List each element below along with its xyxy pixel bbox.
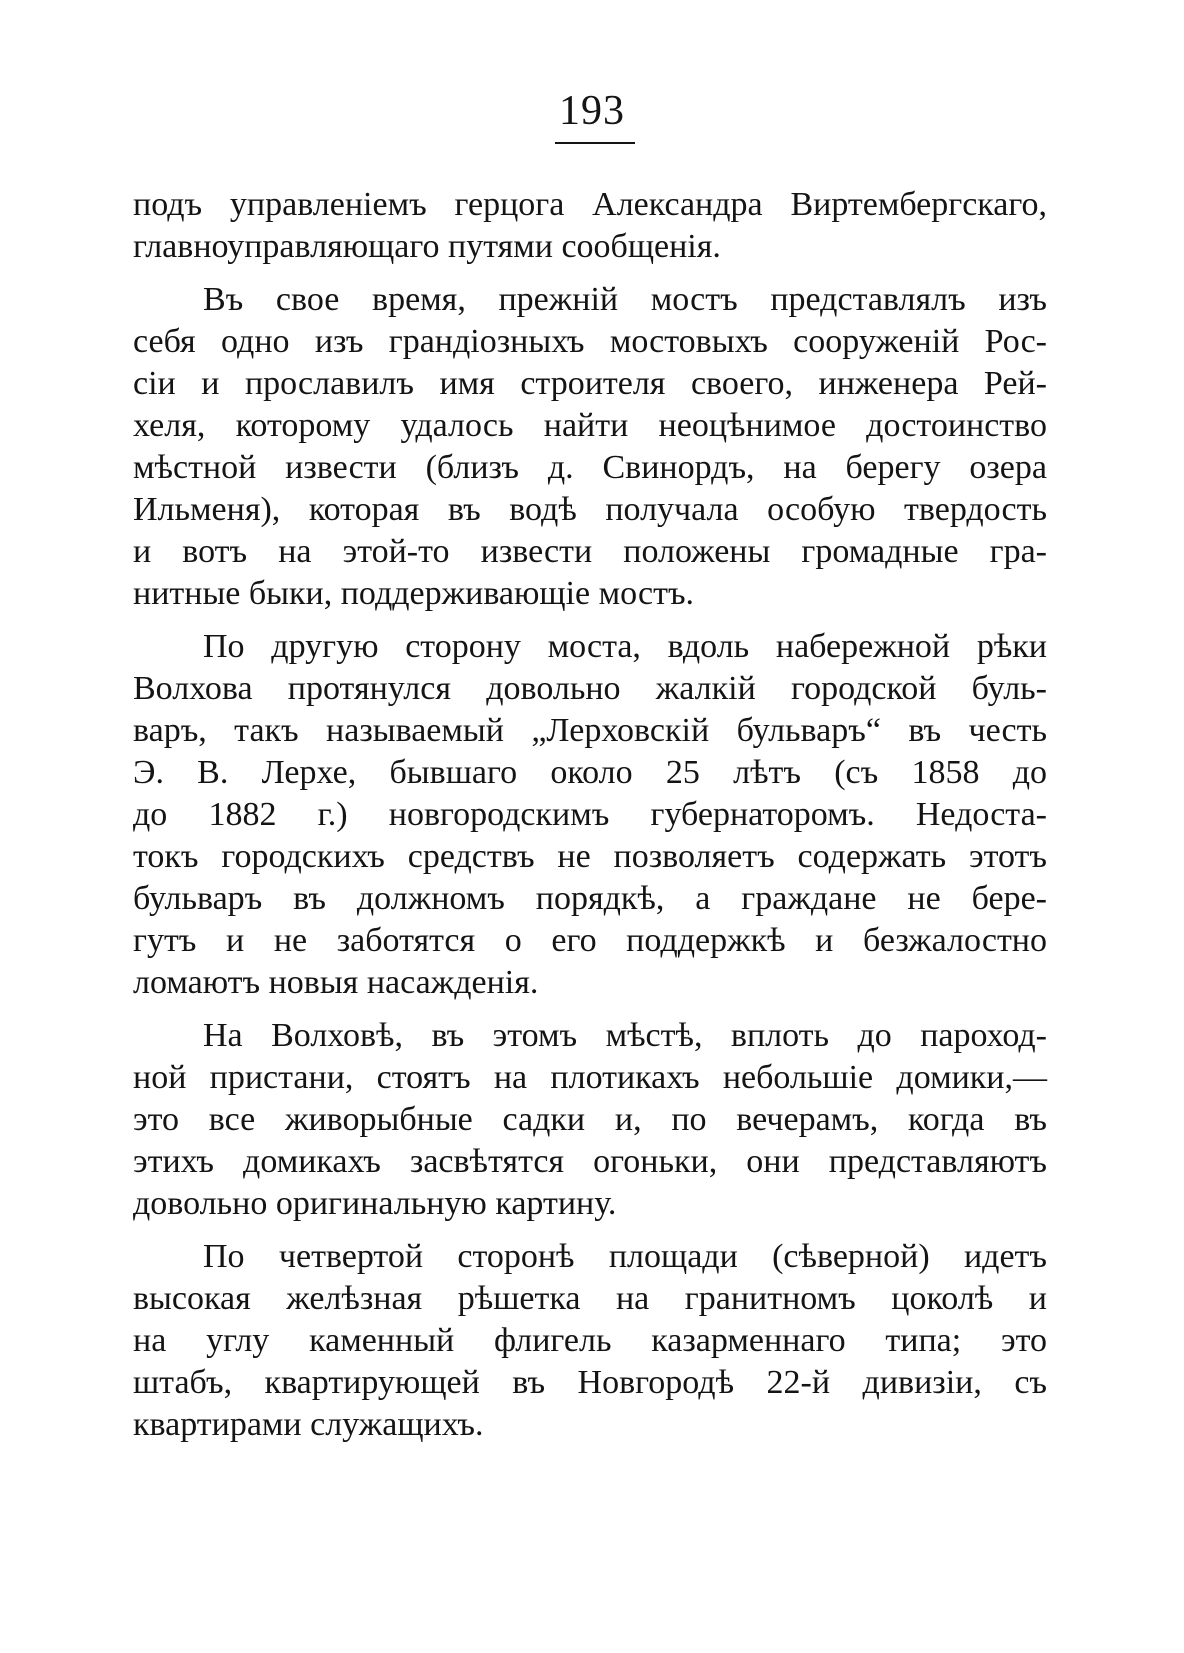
text-line: на углу каменный флигель казарменнаго типа; это [133,1322,1047,1359]
text-line: до 1882 г.) новгородскимъ губернаторомъ. Недоста- [133,796,1047,833]
text-line: довольно оригинальную картину. [133,1185,617,1222]
text-line: квартирами служащихъ. [133,1406,484,1443]
text-line: На Волховѣ, въ этомъ мѣстѣ, вплоть до пароход- [203,1017,1047,1054]
text-line: этихъ домикахъ засвѣтятся огоньки, они представляютъ [133,1143,1047,1180]
text-line: гутъ и не заботятся о его поддержкѣ и безжалостно [133,922,1047,959]
text-line: главноуправляющаго путями сообщенія. [133,228,721,265]
text-line: бульваръ въ должномъ порядкѣ, а граждане не бере- [133,880,1047,917]
text-line: Волхова протянулся довольно жалкій городской буль- [133,670,1047,707]
text-line: По четвертой сторонѣ площади (сѣверной) идетъ [203,1238,1047,1275]
text-line: штабъ, квартирующей въ Новгородѣ 22-й дивизіи, съ [133,1364,1047,1401]
text-line: это все живорыбные садки и, по вечерамъ, когда въ [133,1101,1047,1138]
text-line: высокая желѣзная рѣшетка на гранитномъ цоколѣ и [133,1280,1047,1317]
page-number: 193 [559,88,625,134]
text-line: мѣстной извести (близъ д. Свинордъ, на берегу озера [133,449,1047,486]
text-line: нитные быки, поддерживающіе мостъ. [133,575,695,612]
text-line: себя одно изъ грандіозныхъ мостовыхъ сооруженій Рос- [133,323,1047,360]
page-number-underline [555,142,635,144]
text-line: и вотъ на этой-то извести положены громадные гра- [133,533,1047,570]
text-line: варъ, такъ называемый „Лерховскій бульваръ“ въ честь [133,712,1047,749]
text-line: Э. В. Лерхе, бывшаго около 25 лѣтъ (съ 1858 до [133,754,1047,791]
text-line: ной пристани, стоятъ на плотикахъ небольшіе домики,— [133,1059,1047,1096]
text-line: токъ городскихъ средствъ не позволяетъ содержать этотъ [133,838,1047,875]
text-line: По другую сторону моста, вдоль набережной рѣки [203,628,1047,665]
text-line: хеля, которому удалось найти неоцѣнимое достоинство [133,407,1047,444]
text-line: ломаютъ новыя насажденія. [133,964,539,1001]
text-line: подъ управленіемъ герцога Александра Виртембергскаго, [133,186,1047,223]
text-line: Въ свое время, прежній мостъ представлялъ изъ [203,281,1047,318]
text-line: Ильменя), которая въ водѣ получала особую твердость [133,491,1047,528]
text-line: сіи и прославилъ имя строителя своего, инженера Рей- [133,365,1047,402]
